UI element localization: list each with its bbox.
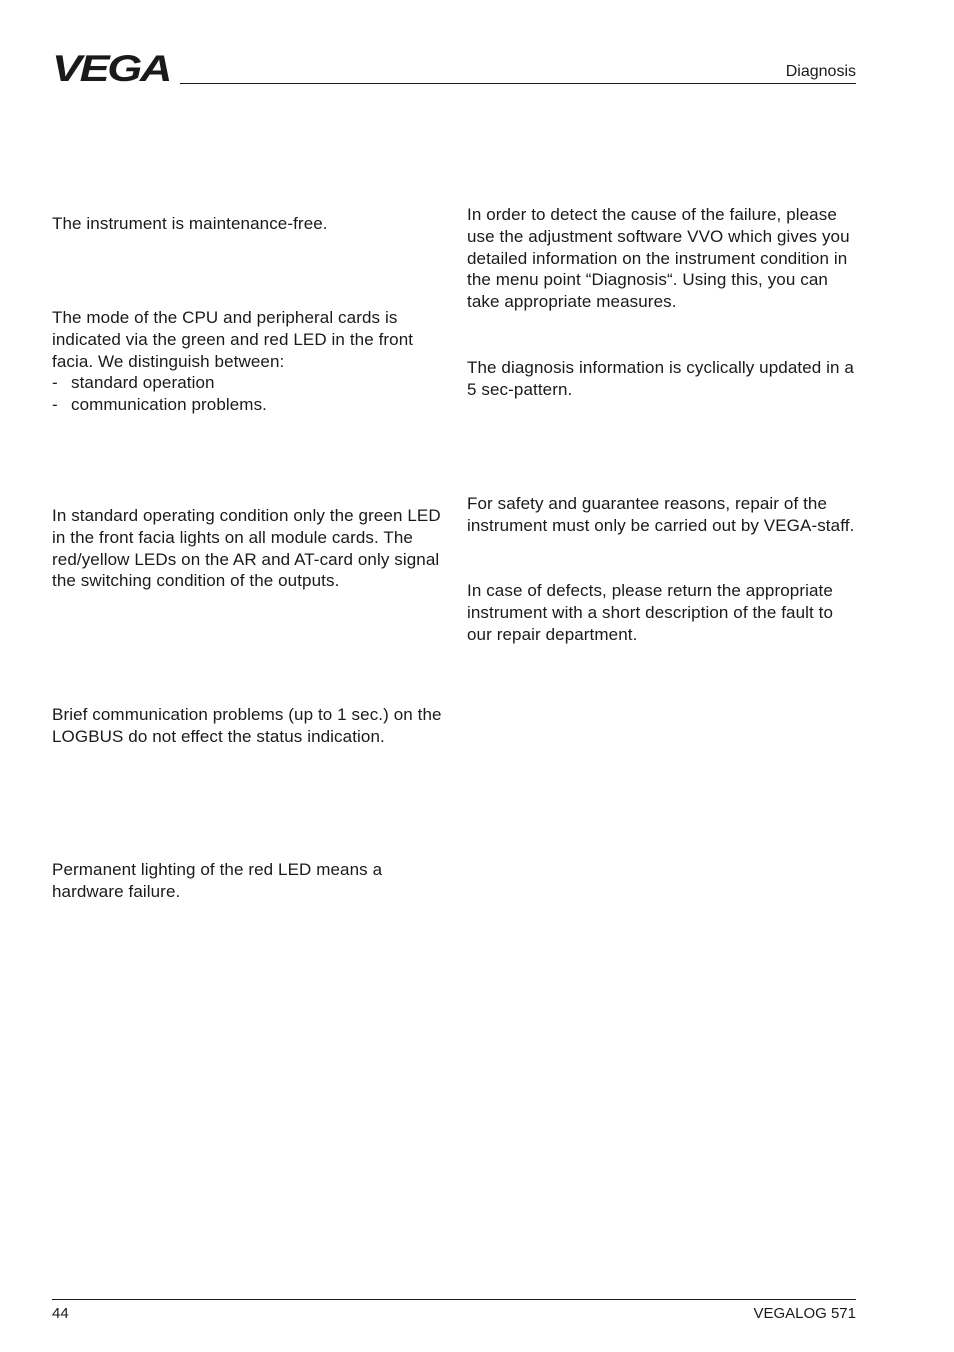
standard-operation-paragraph: In standard operating condition only the green LED in the front facia lights on all module cards. The red/yellow LEDs on the AR and AT-card only signal the switching condition of the outputs.: [52, 506, 441, 591]
maintenance-paragraph: The instrument is maintenance-free.: [52, 214, 328, 233]
communication-problems-text: [52, 704, 444, 748]
diagnosis-software-paragraph: In order to detect the cause of the failure, please use the adjustment software VVO which gives you detailed information on the instrument condition in the menu point “Diagnosis“. Using this, you can take appropriate measures.: [467, 205, 850, 312]
diagnosis-software-text: [467, 204, 859, 313]
vega-logo: [52, 52, 172, 84]
svg-text:VEGA: VEGA: [52, 52, 171, 84]
communication-problems-paragraph: Brief communication problems (up to 1 sec.) on the LOGBUS do not effect the status indication.: [52, 705, 442, 746]
diagnosis-update-paragraph: The diagnosis information is cyclically updated in a 5 sec-pattern.: [467, 358, 854, 399]
product-name: VEGALOG 571: [753, 1305, 856, 1322]
hardware-failure-paragraph: Permanent lighting of the red LED means a hardware failure.: [52, 860, 383, 901]
repair-return-text: [467, 580, 859, 645]
repair-safety-paragraph: For safety and guarantee reasons, repair of the instrument must only be carried out by VEGA-staff.: [467, 494, 855, 535]
list-item: - communication problems.: [52, 395, 267, 415]
list-item: - standard operation: [52, 373, 215, 393]
repair-return-paragraph: In case of defects, please return the appropriate instrument with a short description of the fault to our repair department.: [467, 581, 834, 644]
status-intro-paragraph: The mode of the CPU and peripheral cards is indicated via the green and red LED in the front facia. We distinguish between:: [52, 308, 414, 371]
hardware-failure-text: [52, 859, 444, 903]
diagnosis-update-text: [467, 357, 859, 401]
status-mode-list: [52, 372, 444, 416]
maintenance-text: [52, 213, 444, 235]
standard-operation-text: [52, 505, 444, 592]
repair-safety-text: [467, 493, 859, 537]
footer-rule: [52, 1299, 856, 1300]
header-rule: [180, 83, 856, 84]
page-number: 44: [52, 1305, 69, 1322]
section-title: Diagnosis: [785, 63, 856, 80]
status-indication-text: [52, 307, 444, 416]
